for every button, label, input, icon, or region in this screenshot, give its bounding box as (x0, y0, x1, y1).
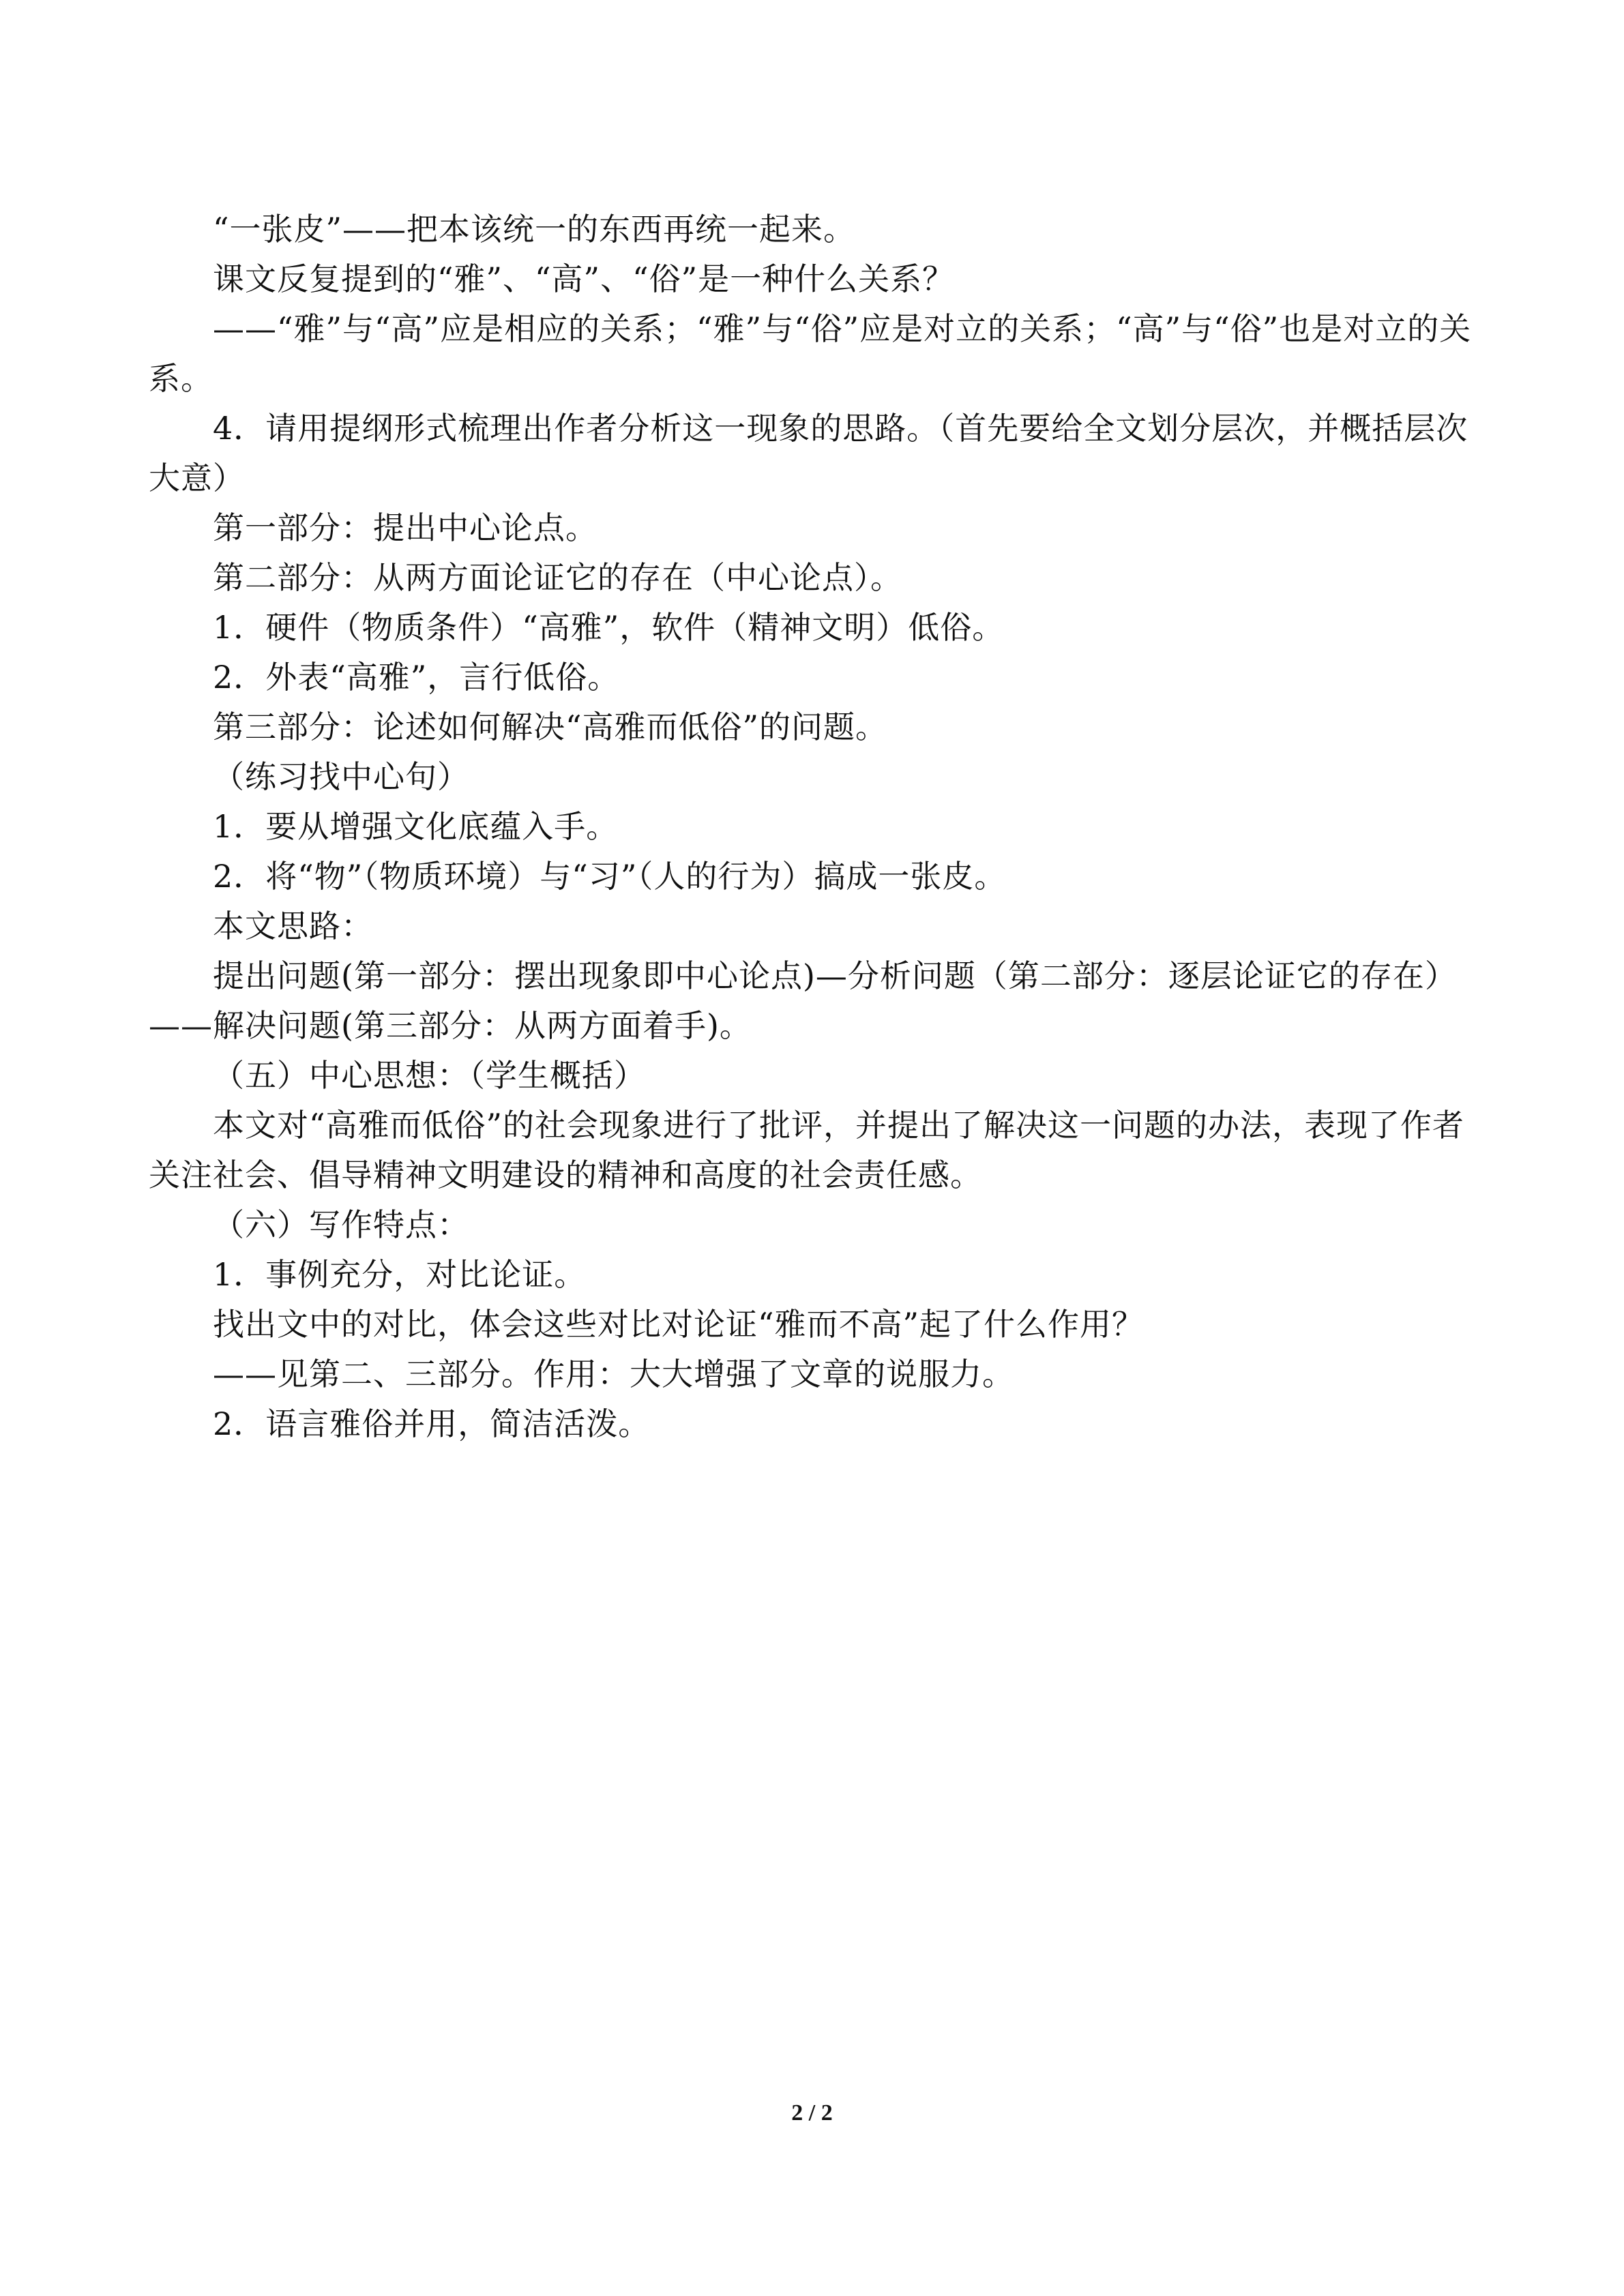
paragraph: 提出问题(第一部分：摆出现象即中心论点)—分析问题（第二部分：逐层论证它的存在）——解决问题(第三部分：从两方面着手)。 (149, 957, 1457, 1044)
paragraph: 1．要从增强文化底蕴入手。 (213, 808, 619, 845)
paragraph: 4．请用提纲形式梳理出作者分析这一现象的思路。（首先要给全文划分层次，并概括层次大意） (149, 410, 1468, 496)
paragraph: （五）中心思想：（学生概括） (213, 1057, 646, 1094)
paragraph: 1．硬件（物质条件）“高雅”，软件（精神文明）低俗。 (213, 609, 1005, 646)
paragraph: 2．将“物”（物质环境）与“习”（人的行为）搞成一张皮。 (213, 858, 1007, 895)
page-number: 2 / 2 (791, 2100, 833, 2126)
paragraph: 本文思路： (213, 908, 373, 944)
paragraph: （六）写作特点： (213, 1206, 469, 1243)
paragraph: “一张皮”——把本该统一的东西再统一起来。 (213, 211, 856, 248)
paragraph: 课文反复提到的“雅”、“高”、“俗”是一种什么关系？ (213, 260, 955, 297)
paragraph: 第一部分：提出中心论点。 (213, 509, 597, 546)
paragraph: 第二部分：从两方面论证它的存在（中心论点）。 (213, 559, 902, 596)
paragraph: ——见第二、三部分。作用：大大增强了文章的说服力。 (213, 1356, 1014, 1392)
paragraph: 找出文中的对比，体会这些对比对论证“雅而不高”起了什么作用？ (213, 1306, 1145, 1343)
paragraph: 2．外表“高雅”，言行低俗。 (213, 659, 620, 696)
document-body (149, 205, 1489, 1449)
paragraph: （练习找中心句） (213, 758, 469, 795)
paragraph: 第三部分：论述如何解决“高雅而低俗”的问题。 (213, 709, 888, 745)
paragraph: 本文对“高雅而低俗”的社会现象进行了批评，并提出了解决这一问题的办法，表现了作者关注社会、倡导精神文明建设的精神和高度的社会责任感。 (149, 1107, 1465, 1193)
paragraph: 1．事例充分，对比论证。 (213, 1256, 587, 1293)
paragraph: ——“雅”与“高”应是相应的关系；“雅”与“俗”应是对立的关系；“高”与“俗”也是对立的关系。 (149, 310, 1472, 397)
paragraph: 2．语言雅俗并用，简洁活泼。 (213, 1405, 651, 1442)
